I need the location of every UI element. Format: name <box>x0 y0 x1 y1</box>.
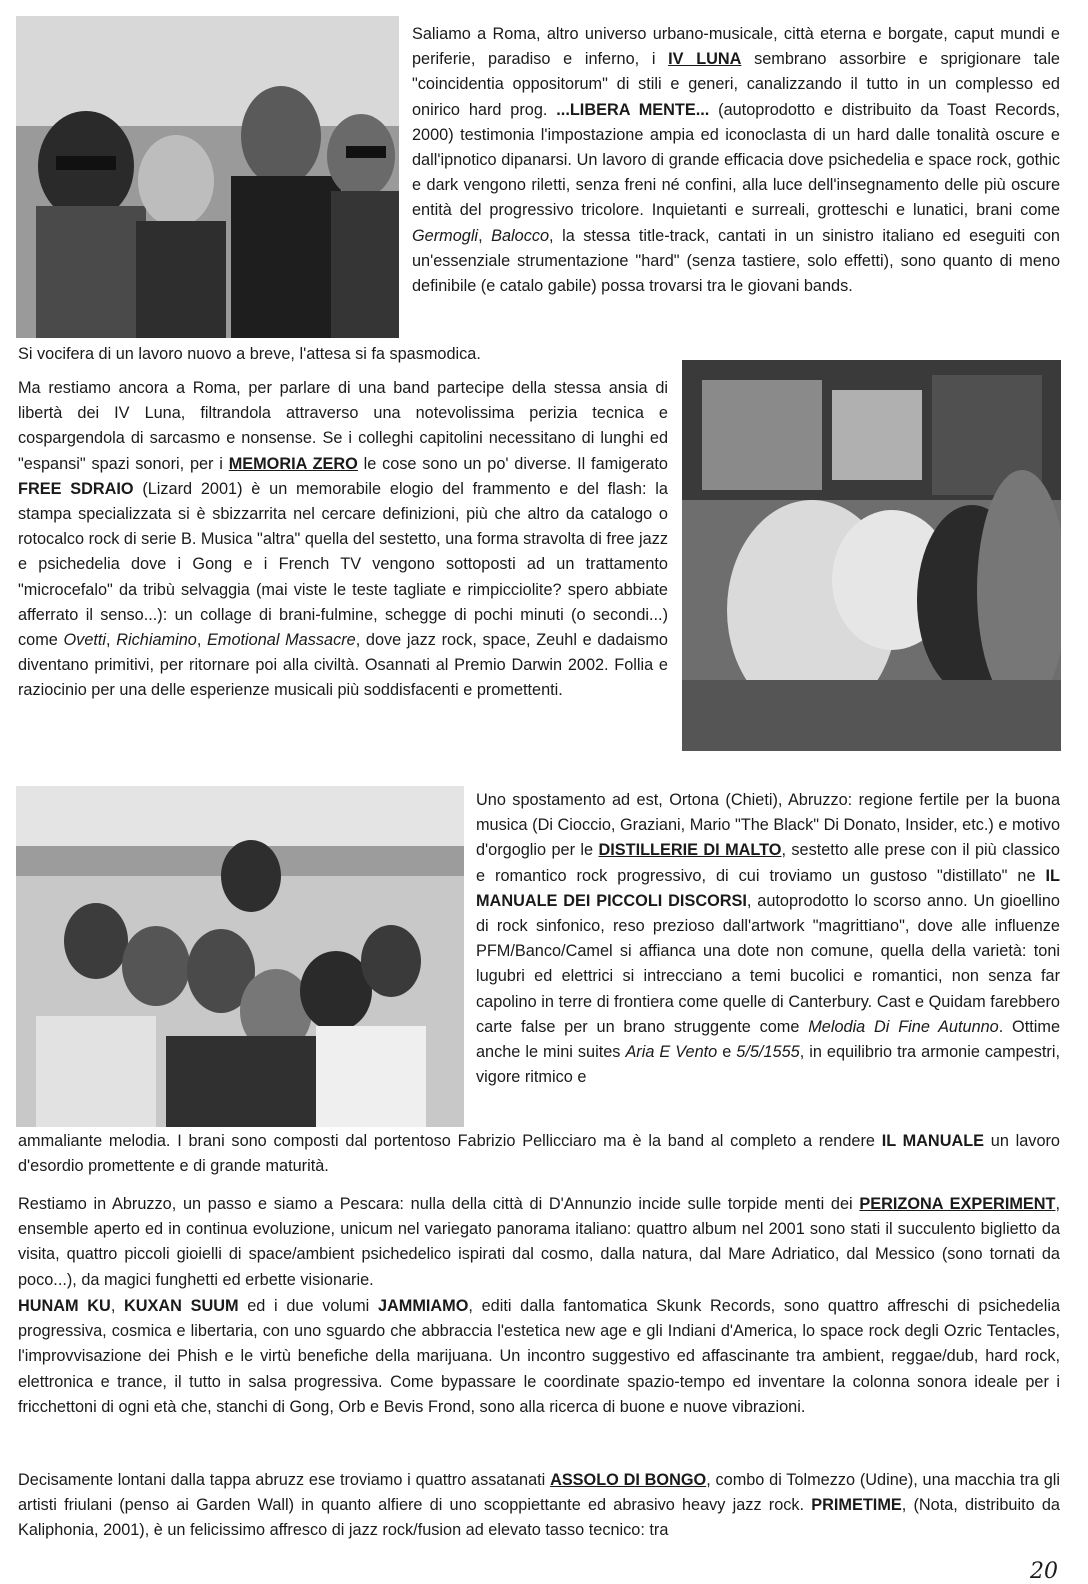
track-5-5-1555: 5/5/1555 <box>736 1043 800 1062</box>
p6-text-a: Decisamente lontani dalla tappa abruzz ese troviamo i quattro assatanati <box>18 1471 551 1489</box>
p5-sep: , <box>110 1297 125 1315</box>
p1-text-a: Saliamo a Roma, altro universo urbano-musicale, città eterna e borgate, caput mundi e periferie, paradiso e inferno, i <box>412 25 1060 69</box>
p2-text-a: Ma restiamo ancora a Roma, per parlare di una band partecipe della stessa ansia di libertà dei IV Luna, filtrandola attraverso una notevolissima perizia tecnica e cospargendola di sarcasmo e nonsense. Se i colleghi capitolini necessitano di lunghi ed "espansi" spazi sonori, per i <box>18 379 668 473</box>
p2-text-c: (Lizard 2001) è un memorabile elogio del frammento e del flash: la stampa specializzata si è sbizzarrita nel cercare definizioni, più che altro da catalogo o rotocalco rock di serie B. Musica "altra" quella del sestetto, una forma stravolta di free jazz e psichedelia dove i Gong e i French TV vengono sottoposti ad un trattamento "microcefalo" da tribù selvaggia (mai viste le teste tagliate e rimpicciolite? spero abbiate afferrato il senso...): un collage di brani-fulmine, schegge di pochi minuti (o secondi...) come <box>18 479 668 650</box>
paragraph-perizona <box>18 1192 1060 1293</box>
p3-text-f: , in equilibrio tra armonie campestri, vigore ritmico e <box>476 1043 1060 1087</box>
paragraph-distillerie <box>476 788 1060 1090</box>
p1-sep: , <box>478 226 492 245</box>
p6-text-b: , combo di Tolmezzo (Udine), una macchia tra gli artisti friulani (penso ai Garden Wall) in quanto alfiere di uno scoppiettante ed abrasivo heavy jazz rock. <box>18 1471 1060 1515</box>
band-photo-distillerie-di-malto <box>16 786 464 1127</box>
album-kuxan-suum: KUXAN SUUM <box>124 1297 239 1315</box>
p4-text-a: Restiamo in Abruzzo, un passo e siamo a Pescara: nulla della città di D'Annunzio incide sulle torpide menti dei <box>18 1195 860 1213</box>
p3-text-b: , sestetto alle prese con il più classico e romantico rock progressivo, di cui troviamo un gustoso "distillato" ne <box>476 841 1060 885</box>
track-germogli: Germogli <box>412 226 479 245</box>
p2-sep-2: , <box>196 631 208 650</box>
paragraph-assolo-di-bongo <box>18 1468 1060 1544</box>
track-balocco: Balocco <box>491 226 550 245</box>
p1-text-b: sembrano assorbire e sprigionare tale "coincidentia oppositorum" di stili e generi, canalizzando il tutto in un complesso ed onirico hard prog. <box>412 50 1060 119</box>
photo-iv-luna-graphic <box>16 16 399 338</box>
p2-sep-1: , <box>106 631 117 650</box>
album-jammiamo: JAMMIAMO <box>377 1297 469 1315</box>
p3-text-e: e <box>717 1043 737 1062</box>
p6-text-c: , (Nota, distribuito da Kaliphonia, 2001), è un felicissimo affresco di jazz rock/fusion ad elevato tasso tecnico: tra <box>18 1496 1060 1540</box>
album-primetime: PRIMETIME <box>811 1496 902 1515</box>
paragraph-memoria-zero <box>18 376 668 704</box>
track-melodia-di-fine-autunno: Melodia Di Fine Autunno <box>808 1017 999 1036</box>
p3-text-a: Uno spostamento ad est, Ortona (Chieti), Abruzzo: regione fertile per la buona musica (Di Cioccio, Graziani, Mario "The Black" Di Donato, Insider, etc.) e motivo d'orgoglio per le <box>476 791 1060 860</box>
p5-text-b: , editi dalla fantomatica Skunk Records, sono quattro affreschi di psichedelia progressiva, cosmica e libertaria, con uno sguardo che abbraccia l'estetica new age e gli Indiani d'America, lo space rock degli Ozric Tentacles, l'improvvisazione dei Phish e le virtù benefiche della marijuana. Un incontro suggestivo ed affascinante tra ambient, reggae/dub, hard rock, elettronica e trance, il tutto in salsa progressiva. Come bypassare le coordinate spazio-tempo ed inventare la colonna sonora ideale per i fricchettoni di ogni età che, stanchi di Gong, Orb e Bevis Frond, sono alla ricerca di buone e nuove vibrazioni. <box>18 1297 1061 1416</box>
album-free-sdraio: FREE SDRAIO <box>18 479 134 498</box>
band-photo-memoria-zero <box>682 360 1061 751</box>
p2-text-b: le cose sono un po' diverse. Il famigerato <box>357 454 668 473</box>
album-libera-mente: ...LIBERA MENTE... <box>556 100 710 119</box>
band-photo-iv-luna <box>16 16 399 338</box>
p1-text-e: Si vocifera di un lavoro nuovo a breve, l'attesa si fa spasmodica. <box>18 345 481 363</box>
paragraph-distillerie-end <box>18 1129 1060 1179</box>
album-il-manuale: IL MANUALE <box>881 1132 985 1150</box>
photo-memoria-zero-graphic <box>682 360 1061 751</box>
p3-text-g: ammaliante melodia. I brani sono composti dal portentoso Fabrizio Pellicciaro ma è la band al completo a rendere <box>18 1132 882 1150</box>
photo-distillerie-graphic <box>16 786 464 1127</box>
band-name-memoria-zero: MEMORIA ZERO <box>228 454 358 473</box>
p3-text-c: , autoprodotto lo scorso anno. Un gioellino di rock sinfonico, reso prezioso dall'artwork "magrittiano", dove alle influenze PFM/Banco/Camel si affianca una dote non comune, quella della varietà: toni lugubri ed elettrici si intrecciano a temi bucolici e romantici, non senza far capolino in terre di frontiera come quelle di Canterbury. Cast e Quidam farebbero carte false per un brano struggente come <box>476 891 1060 1036</box>
track-ovetti: Ovetti <box>63 631 107 650</box>
page-number: 20 <box>1030 1559 1058 1584</box>
band-name-distillerie-di-malto: DISTILLERIE DI MALTO <box>598 841 782 860</box>
p4-text-b: , ensemble aperto ed in continua evoluzione, unicum nel variegato panorama italiano: quattro album nel 2001 sono stati il succulento biglietto da visita, quattro piccoli gioielli di space/ambient psichedelico ispirati dal cosmo, dalla natura, dal Mare Adriatico, dal Messico (sono tornati da poco...), da magici funghetti ed erbette visionarie. <box>18 1195 1060 1289</box>
p2-text-d: , dove jazz rock, space, Zeuhl e dadaismo diventano primitivi, per ritornare poi alla civiltà. Osannati al Premio Darwin 2002. Follia e raziocinio per una delle esperienze musicali più soddisfacenti e promettenti. <box>18 631 668 700</box>
p3-text-d: . Ottime anche le mini suites <box>476 1017 1061 1062</box>
band-name-assolo-di-bongo: ASSOLO DI BONGO <box>550 1471 707 1489</box>
track-richiamino: Richiamino <box>116 631 197 650</box>
band-name-perizona-experiment: PERIZONA EXPERIMENT <box>859 1195 1056 1213</box>
p5-text-a: ed i due volumi <box>238 1297 378 1315</box>
paragraph-iv-luna <box>412 22 1060 299</box>
album-il-manuale-dei-piccoli-discorsi: IL MANUALE DEI PICCOLI DISCORSI <box>476 866 1060 910</box>
p1-text-d: , la stessa title-track, cantati in un sinistro italiano ed eseguiti con un'essenziale strumentazione "hard" (senza tastiere, solo effetti), sono quanto di meno definibile (e catalo gabile) possa trovarsi tra le giovani bands. <box>412 226 1060 296</box>
album-hunam-ku: HUNAM KU <box>18 1297 111 1315</box>
track-aria-e-vento: Aria E Vento <box>625 1043 718 1062</box>
track-emotional-massacre: Emotional Massacre <box>207 631 356 650</box>
band-name-iv-luna: IV LUNA <box>668 50 742 69</box>
paragraph-hunam-ku <box>18 1294 1060 1420</box>
p3-text-h: un lavoro d'esordio promettente e di grande maturità. <box>18 1132 1060 1176</box>
p1-text-c: (autoprodotto e distribuito da Toast Records, 2000) testimonia l'impostazione ampia ed iconoclasta di un hard dalle tonalità oscure e dall'ipnotico dipanarsi. Un lavoro di grande efficacia dove psichedelia e space rock, gothic e dark vengono riletti, senza freni né confini, alla luce dell'insegnamento delle più oscure entità del progressivo tricolore. Inquietanti e surreali, grotteschi e lunatici, brani come <box>412 100 1060 220</box>
